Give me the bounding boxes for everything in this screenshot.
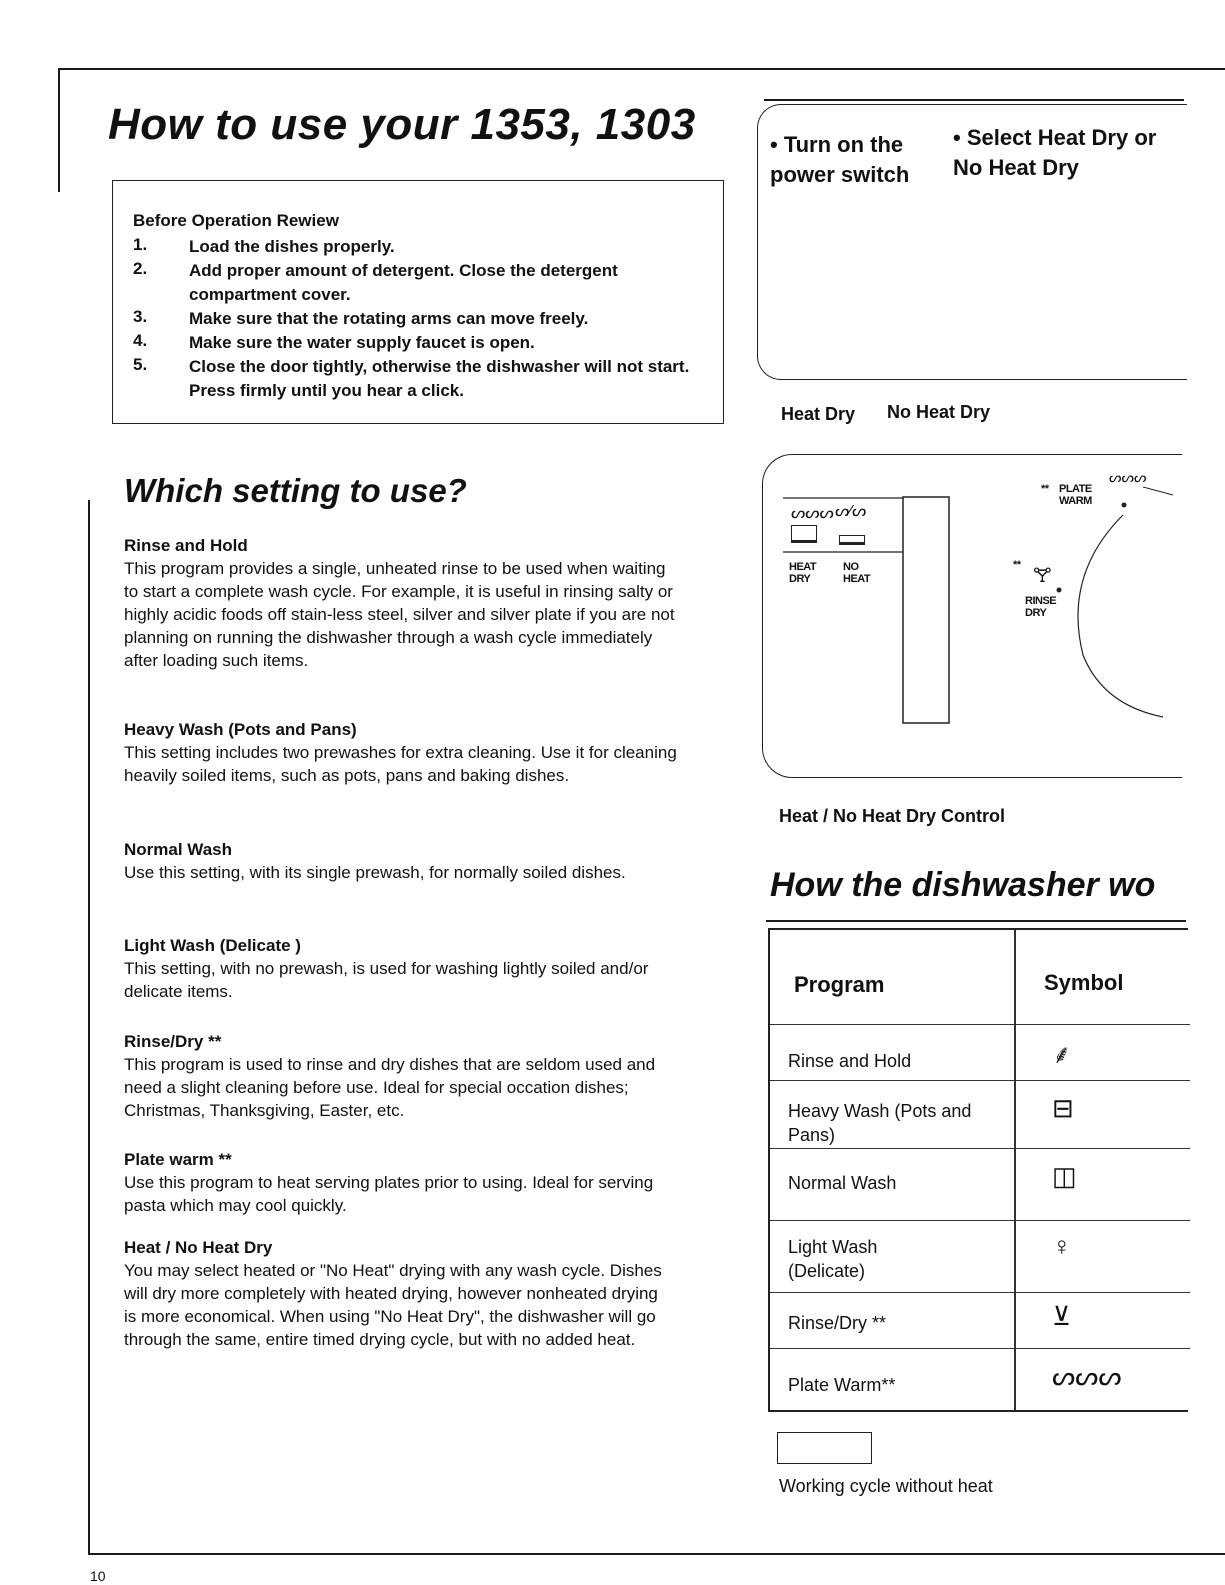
plate-warm-waves-icon: ᔕᔕᔕ — [1109, 469, 1147, 485]
setting-heat-dry: Heat / No Heat Dry You may select heated or "No Heat" drying with any wash cycle. Dishes will dry more completely with heated drying, however nonheated drying is more economical. When using "No Heat Dry", the dishwasher will go through the same, entire timed drying cycle, but with no added heat. — [124, 1238, 662, 1349]
setting-normal-wash: Normal Wash Use this setting, with its single prewash, for normally soiled dishes. — [124, 840, 626, 882]
rinse-dry-glass-icon: 🝖 — [1033, 565, 1052, 587]
control-caption: Heat / No Heat Dry Control — [779, 806, 1006, 826]
before-heading: Before Operation Rewiew — [133, 211, 339, 230]
setting-rinse-dry: Rinse/Dry ** This program is used to rinse and dry dishes that are seldom used and need a slight cleaning before use. Ideal for special occation dishes; Christmas, Thanksgiving, Easter, etc. — [124, 1032, 656, 1120]
settings-heading: Which setting to use? — [124, 472, 467, 509]
setting-heavy-wash: Heavy Wash (Pots and Pans) This setting includes two prewashes for extra cleaning. Use it for cleaning heavily soiled items, such as pots, pans and baking dishes. — [124, 720, 677, 785]
left-rule-lower — [88, 500, 90, 1555]
before-operation-box: Before Operation Rewiew 1. Load the dishes properly. 2. Add proper amount of detergent. Close the detergent compartment cover. 3. Make sure that the rotating arms can move freely. 4. Make sure the water supply faucet is open. 5. Close the door tightly, otherwise the dishwasher will not start. Press firmly until you hear a click. — [112, 180, 724, 424]
table-row: Rinse/Dry ** ⊻ — [770, 1292, 1190, 1349]
top-rule — [58, 68, 1225, 70]
table-row: Light Wash (Delicate) ♀ — [770, 1220, 1190, 1293]
table-row: Normal Wash ◫ — [770, 1148, 1190, 1221]
dish-icon: ◫ — [1052, 1161, 1077, 1191]
table-row: Plate Warm** ᔕᔕᔕ — [770, 1348, 1190, 1413]
legend-text: Working cycle without heat — [779, 1476, 993, 1496]
pot-icon: ⊟ — [1052, 1093, 1074, 1123]
table-row: Heavy Wash (Pots and Pans) ⊟ — [770, 1080, 1190, 1149]
how-rule — [766, 920, 1186, 922]
table-row: Rinse and Hold ⸙ — [770, 1024, 1190, 1081]
program-header: Program — [794, 972, 885, 997]
setting-light-wash: Light Wash (Delicate ) This setting, with no prewash, is used for washing lightly soiled and/or delicate items. — [124, 936, 649, 1001]
left-rule — [58, 68, 60, 192]
right-top-rule — [764, 99, 1184, 101]
rinse-dry-icon: ⊻ — [1052, 1301, 1072, 1331]
symbol-header: Symbol — [1044, 970, 1124, 995]
bottom-rule — [88, 1553, 1225, 1555]
no-heat-waves-icon: ᔕ⁄ᔕ — [835, 503, 867, 520]
heat-dry-label: Heat Dry — [781, 404, 856, 424]
page-title: How to use your 1353, 1303 — [108, 100, 696, 149]
control-panel-diagram: ᔕᔕᔕ ᔕ⁄ᔕ HEAT DRY NO HEAT ** PLATE WARM ᔕᔕᔕ ** 🝖 RINSE DRY — [762, 454, 1182, 778]
instruction-panel — [757, 104, 1187, 380]
no-heat-dry-label: No Heat Dry — [887, 402, 991, 422]
dish-rack-icon-2 — [839, 535, 865, 545]
program-table — [768, 928, 1188, 1412]
setting-rinse-hold: Rinse and Hold This program provides a single, unheated rinse to be used when waiting to start a complete wash cycle. For example, it is useful in rinsing salty or highly acidic foods off stain-less steel, silver and silver plate if you are not planning on running the dishwasher through a wash cycle immediately after loading such items. — [124, 536, 675, 670]
rinse-hold-icon: ⸙ — [1052, 1039, 1072, 1069]
dish-rack-icon — [791, 525, 817, 543]
glass-icon: ♀ — [1052, 1231, 1072, 1261]
page-number: 10 — [90, 1568, 106, 1584]
heat-waves-icon: ᔕᔕᔕ — [791, 505, 834, 522]
heat-dry-instruction: • Select Heat Dry or No Heat Dry — [953, 125, 1157, 180]
how-heading: How the dishwasher wo — [770, 866, 1156, 904]
legend-swatch — [777, 1432, 872, 1464]
setting-plate-warm: Plate warm ** Use this program to heat serving plates prior to using. Ideal for serving pasta which may cool quickly. — [124, 1150, 654, 1215]
heat-waves-icon: ᔕᔕᔕ — [1052, 1361, 1122, 1391]
power-switch-instruction: • Turn on the power switch — [770, 132, 910, 187]
